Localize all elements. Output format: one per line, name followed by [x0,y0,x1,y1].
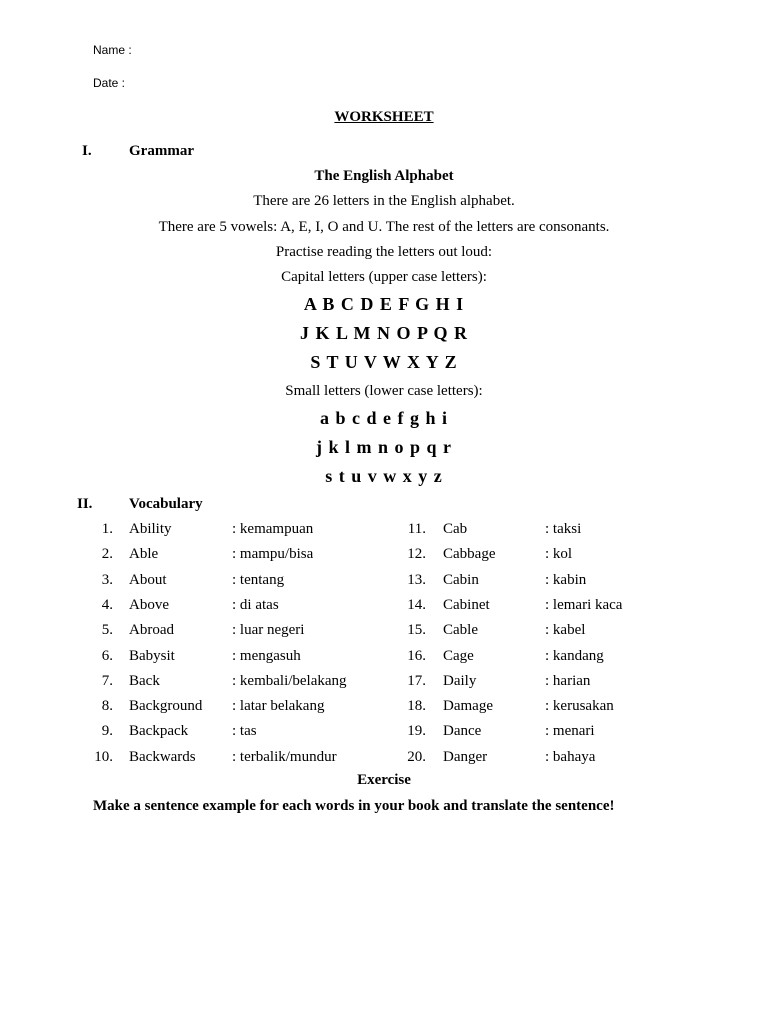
vocabulary-word: Background [129,698,203,715]
vocabulary-word: Backpack [129,723,189,740]
vocabulary-section-title: Vocabulary [129,496,203,512]
name-label: Name : [93,43,132,57]
vocabulary-number: 16. [407,647,426,664]
vocabulary-meaning: : taksi [545,521,582,537]
capital-letters-row: A B C D E F G H I [303,294,465,314]
vocabulary-number: 8. [101,698,113,715]
vocabulary-meaning: : kabin [545,571,587,588]
alphabet-line-2: There are 5 vowels: A, E, I, O and U. The rest of the letters are consonants. [158,219,610,235]
vocabulary-meaning: : latar belakang [232,698,325,715]
vocabulary-number: 7. [101,672,113,689]
vocabulary-number: 3. [101,571,113,588]
vocabulary-word: Back [129,672,160,689]
vocabulary-meaning: : kandang [545,647,604,664]
vocabulary-word: Danger [443,748,488,765]
vocabulary-meaning: : mampu/bisa [232,546,314,563]
vocabulary-number: 12. [407,546,426,563]
vocabulary-meaning: : kabel [545,622,586,639]
small-letters-label: Small letters (lower case letters): [285,383,483,399]
exercise-title: Exercise [357,772,411,788]
alphabet-subtitle: The English Alphabet [314,168,454,184]
vocabulary-word: Cab [443,521,468,537]
vocabulary-number: 11. [407,521,426,537]
date-label: Date : [93,76,126,90]
worksheet-title: WORKSHEET [334,109,434,125]
vocabulary-meaning: : tas [232,723,257,740]
vocabulary-word: Cabbage [443,546,496,563]
small-letters-row: s t u v w x y z [325,466,443,486]
small-letters-row: j k l m n o p q r [315,437,453,457]
vocabulary-meaning: : harian [545,672,591,689]
vocabulary-number: 4. [101,596,113,613]
vocabulary-word: Backwards [129,748,196,765]
vocabulary-meaning: : menari [545,723,595,740]
vocabulary-word: Ability [129,521,172,537]
vocabulary-meaning: : kol [545,546,573,563]
vocabulary-number: 2. [101,546,113,563]
grammar-section-title: Grammar [129,143,194,159]
capital-letters-label: Capital letters (upper case letters): [281,269,487,285]
vocabulary-number: 1. [101,521,113,537]
vocabulary-word: Dance [443,723,482,740]
vocabulary-word: Abroad [129,622,174,639]
vocabulary-meaning: : tentang [232,571,285,588]
vocabulary-word: Cage [443,647,474,664]
vocabulary-meaning: : luar negeri [232,622,305,639]
vocabulary-word: Cabin [443,571,479,588]
vocabulary-word: Damage [443,698,493,715]
vocabulary-meaning: : kembali/belakang [232,672,347,689]
vocabulary-number: 9. [101,723,113,740]
vocabulary-word: About [129,571,167,588]
vocabulary-number: 14. [407,596,426,613]
vocabulary-number: 5. [101,622,113,639]
vocabulary-number: 19. [407,723,426,740]
vocabulary-number: 17. [407,672,426,689]
vocabulary-meaning: : di atas [232,596,279,613]
vocabulary-meaning: : lemari kaca [545,596,623,613]
vocabulary-number: 6. [101,647,113,664]
vocabulary-word: Daily [443,672,477,689]
vocabulary-number: 18. [407,698,426,715]
capital-letters-row: S T U V W X Y Z [310,352,458,372]
vocabulary-meaning: : bahaya [545,748,596,765]
vocabulary-word: Cabinet [443,596,490,613]
vocabulary-meaning: : kerusakan [545,698,614,715]
alphabet-line-1: There are 26 letters in the English alphabet. [253,193,515,209]
grammar-section-number: I. [82,143,92,159]
small-letters-row: a b c d e f g h i [319,408,448,428]
vocabulary-word: Babysit [129,647,175,664]
vocabulary-meaning: : mengasuh [232,647,301,664]
vocabulary-word: Cable [443,622,478,639]
vocabulary-number: 10. [94,748,113,765]
exercise-instruction: Make a sentence example for each words in your book and translate the sentence! [93,798,615,814]
vocabulary-meaning: : kemampuan [232,521,314,537]
vocabulary-word: Above [129,596,169,613]
vocabulary-word: Able [129,546,159,563]
vocabulary-number: 15. [407,622,426,639]
alphabet-line-3: Practise reading the letters out loud: [275,244,493,260]
capital-letters-row: J K L M N O P Q R [299,323,468,343]
vocabulary-section-number: II. [77,496,93,512]
vocabulary-number: 20. [407,748,426,765]
vocabulary-number: 13. [407,571,426,588]
vocabulary-meaning: : terbalik/mundur [232,748,337,765]
